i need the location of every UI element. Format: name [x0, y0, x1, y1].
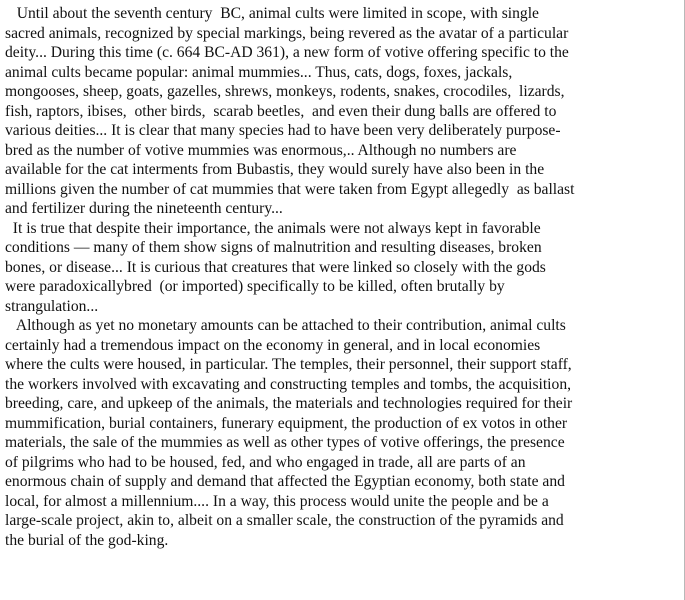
paragraph-2	[5, 219, 685, 317]
paragraph-1	[5, 4, 685, 219]
text-line: the workers involved with excavating and constructing temples and tombs, the acquisition,	[5, 375, 572, 393]
paragraph-3	[5, 316, 685, 550]
text-line: local, for almost a millennium.... In a way, this process would unite the people and be a	[5, 492, 549, 510]
text-line: the burial of the god-king.	[5, 531, 169, 549]
text-line: It is true that despite their importance, the animals were not always kept in favorable	[5, 219, 541, 237]
text-line: animal cults became popular: animal mummies... Thus, cats, dogs, foxes, jackals,	[5, 63, 513, 81]
text-line: certainly had a tremendous impact on the economy in general, and in local economies	[5, 336, 541, 354]
text-line: Until about the seventh century BC, animal cults were limited in scope, with single	[5, 5, 539, 22]
text-line: breeding, care, and upkeep of the animals, the materials and technologies required for their	[5, 395, 573, 412]
text-line: various deities... It is clear that many species had to have been very deliberately purpose-	[5, 122, 561, 139]
text-line: enormous chain of supply and demand that affected the Egyptian economy, both state and	[5, 473, 565, 490]
document-text	[5, 4, 685, 598]
text-line: available for the cat interments from Bubastis, they would surely have also been in the	[5, 161, 545, 178]
text-line: strangulation...	[5, 297, 99, 315]
text-line: conditions — many of them show signs of malnutrition and resulting diseases, broken	[5, 239, 542, 256]
text-line: of pilgrims who had to be housed, fed, and who engaged in trade, all are parts of an	[5, 453, 526, 471]
text-line: where the cults were housed, in particular. The temples, their personnel, their support staff,	[5, 356, 572, 373]
text-line: fish, raptors, ibises, other birds, scarab beetles, and even their dung balls are offered to	[5, 102, 557, 120]
text-line: materials, the sale of the mummies as well as other types of votive offerings, the presence	[5, 434, 565, 451]
text-line: mongooses, sheep, goats, gazelles, shrews, monkeys, rodents, snakes, crocodiles, lizards,	[5, 83, 565, 100]
text-line: millions given the number of cat mummies that were taken from Egypt allegedly as ballast	[5, 180, 575, 198]
text-line: mummification, burial containers, funerary equipment, the production of ex votos in other	[5, 414, 568, 432]
text-line: were paradoxicallybred (or imported) specifically to be killed, often brutally by	[5, 278, 505, 295]
text-line: deity... During this time (c. 664 BC-AD 361), a new form of votive offering specific to the	[5, 44, 569, 61]
text-line: large-scale project, akin to, albeit on a smaller scale, the construction of the pyramids and	[5, 512, 564, 529]
text-line: bred as the number of votive mummies was enormous,.. Although no numbers are	[5, 141, 517, 159]
text-line: sacred animals, recognized by special markings, being revered as the avatar of a particular	[5, 24, 569, 42]
text-line: Although as yet no monetary amounts can be attached to their contribution, animal cults	[5, 317, 566, 334]
text-line: and fertilizer during the nineteenth century...	[5, 200, 283, 217]
text-line: bones, or disease... It is curious that creatures that were linked so closely with the gods	[5, 258, 546, 276]
